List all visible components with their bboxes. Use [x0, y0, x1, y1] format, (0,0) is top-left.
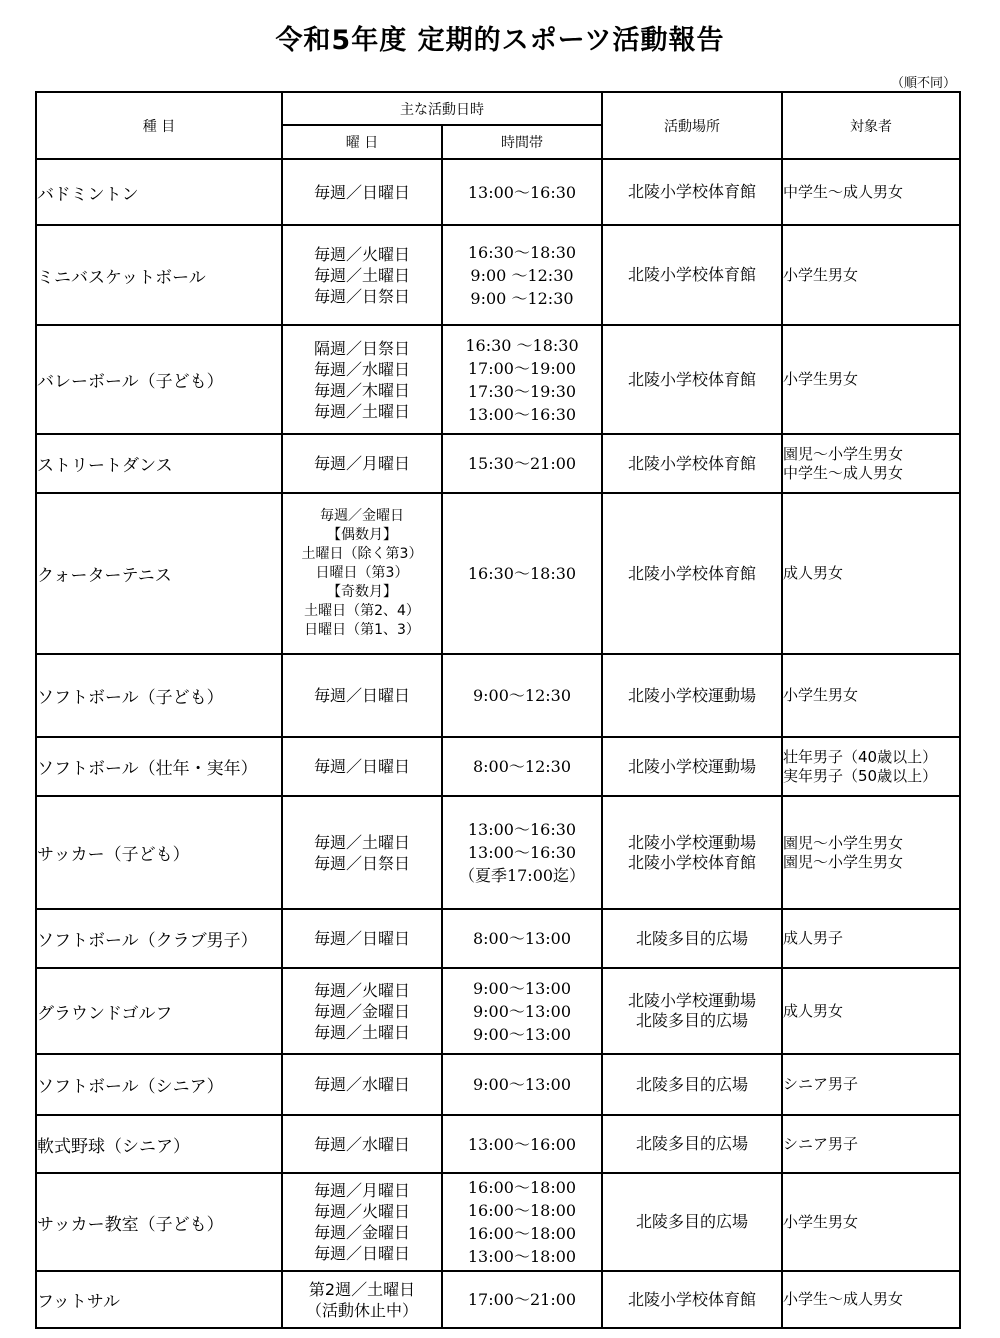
table-row — [36, 493, 960, 654]
target-line: 園児～小学生男女 — [783, 852, 904, 871]
days-line: 毎週／火曜日 — [313, 980, 410, 1000]
days-cell — [282, 909, 442, 968]
days-line: 毎週／水曜日 — [313, 359, 410, 379]
days-line: 毎週／日曜日 — [313, 182, 410, 202]
days-cell — [282, 737, 442, 796]
target-line: 小学生男女 — [783, 265, 859, 284]
header-venue: 活動場所 — [602, 92, 782, 159]
table-row — [36, 159, 960, 225]
target-line: 成人男子 — [783, 929, 844, 947]
venue-cell — [602, 1115, 782, 1173]
table-row — [36, 654, 960, 737]
venue-cell — [602, 968, 782, 1054]
times-line: 15:30～21:00 — [467, 454, 577, 473]
times-cell — [442, 796, 602, 909]
times-cell — [442, 737, 602, 796]
header-target: 対象者 — [782, 92, 960, 159]
days-cell — [282, 968, 442, 1054]
venue-line: 北陵小学校運動場 — [627, 685, 756, 705]
times-cell — [442, 968, 602, 1054]
times-line: 13:00～16:30 — [467, 404, 577, 424]
days-cell — [282, 434, 442, 493]
target-line: 小学生男女 — [783, 686, 859, 704]
target-cell — [782, 434, 960, 493]
target-cell — [782, 225, 960, 325]
times-line: 13:00～16:30 — [467, 843, 577, 862]
days-line: 毎週／月曜日 — [313, 454, 410, 473]
days-line: 隔週／日祭日 — [313, 338, 410, 358]
times-line: 9:00～13:00 — [472, 1024, 572, 1044]
venue-cell — [602, 1054, 782, 1115]
venue-line: 北陵小学校運動場 — [627, 756, 756, 776]
target-line: 小学生男女 — [783, 1212, 859, 1231]
header-days: 曜 日 — [282, 125, 442, 159]
target-cell — [782, 796, 960, 909]
days-cell — [282, 796, 442, 909]
times-cell — [442, 909, 602, 968]
times-line: 16:30～18:30 — [467, 564, 577, 583]
sport-cell: ストリートダンス — [36, 434, 282, 493]
days-line: 毎週／土曜日 — [313, 265, 410, 285]
times-cell — [442, 1054, 602, 1115]
times-line: 9:00 ～12:30 — [470, 265, 574, 285]
header-sport: 種 目 — [36, 92, 282, 159]
days-line: 毎週／水曜日 — [313, 1075, 410, 1094]
days-line: 毎週／金曜日 — [313, 1223, 410, 1242]
days-cell — [282, 159, 442, 225]
page-title: 令和5年度 定期的スポーツ活動報告 — [275, 25, 725, 56]
target-cell — [782, 493, 960, 654]
days-line: 毎週／水曜日 — [313, 1134, 410, 1154]
venue-line: 北陵多目的広場 — [635, 1074, 748, 1094]
target-line: 小学生男女 — [783, 370, 859, 388]
days-line: 毎週／日曜日 — [313, 686, 410, 705]
venue-line: 北陵小学校運動場 — [627, 991, 756, 1010]
target-cell — [782, 1054, 960, 1115]
target-line: 園児～小学生男女 — [783, 444, 904, 463]
days-line: 土曜日（第2、4） — [304, 603, 420, 619]
venue-line: 北陵多目的広場 — [635, 1212, 748, 1231]
times-line: 9:00～13:00 — [472, 1001, 572, 1021]
times-line: 9:00～13:00 — [472, 1075, 572, 1094]
days-line: 毎週／火曜日 — [313, 1202, 410, 1221]
days-cell — [282, 654, 442, 737]
venue-line: 北陵小学校体育館 — [627, 369, 756, 389]
venue-line: 北陵小学校体育館 — [627, 182, 756, 201]
header-schedule-group: 主な活動日時 — [282, 92, 602, 125]
days-line: 毎週／金曜日 — [313, 1001, 410, 1021]
sport-cell: ミニバスケットボール — [36, 225, 282, 325]
days-cell — [282, 1054, 442, 1115]
table-row — [36, 796, 960, 909]
target-cell — [782, 737, 960, 796]
target-line: シニア男子 — [783, 1075, 859, 1093]
days-line: 毎週／日祭日 — [313, 286, 410, 306]
order-note: （順不同） — [890, 76, 956, 91]
times-cell — [442, 1173, 602, 1271]
days-cell — [282, 493, 442, 654]
times-cell — [442, 1271, 602, 1328]
times-line: 8:00～12:30 — [472, 757, 572, 776]
days-line: 【奇数月】 — [327, 584, 397, 600]
times-line: 17:00～19:00 — [467, 358, 577, 378]
days-cell — [282, 225, 442, 325]
venue-cell — [602, 737, 782, 796]
days-line: 第2週／土曜日 — [308, 1279, 416, 1299]
times-cell — [442, 1115, 602, 1173]
days-cell — [282, 1115, 442, 1173]
target-line: 壮年男子（40歳以上） — [783, 747, 938, 766]
venue-cell — [602, 1271, 782, 1328]
target-cell — [782, 968, 960, 1054]
times-cell — [442, 493, 602, 654]
activity-table — [35, 91, 961, 1329]
target-line: 中学生～成人男女 — [783, 463, 904, 482]
days-line: 毎週／金曜日 — [320, 508, 404, 524]
target-line: 実年男子（50歳以上） — [783, 766, 938, 785]
venue-cell — [602, 654, 782, 737]
sport-cell: サッカー（子ども） — [36, 796, 282, 909]
times-line: 16:30～18:30 — [467, 242, 577, 262]
venue-line: 北陵多目的広場 — [635, 1011, 748, 1030]
days-cell — [282, 1271, 442, 1328]
days-line: 毎週／土曜日 — [313, 832, 410, 852]
days-line: 土曜日（除く第3） — [301, 546, 423, 562]
sport-cell: バレーボール（子ども） — [36, 325, 282, 434]
times-line: 9:00～13:00 — [472, 978, 572, 998]
venue-cell — [602, 159, 782, 225]
days-line: 毎週／日祭日 — [313, 853, 410, 873]
times-cell — [442, 434, 602, 493]
sport-cell: グラウンドゴルフ — [36, 968, 282, 1054]
venue-cell — [602, 1173, 782, 1271]
days-line: 毎週／土曜日 — [313, 401, 410, 421]
days-cell — [282, 1173, 442, 1271]
times-line: 17:30～19:30 — [467, 381, 577, 401]
venue-line: 北陵小学校運動場 — [627, 832, 756, 852]
venue-line: 北陵多目的広場 — [635, 928, 748, 948]
venue-line: 北陵多目的広場 — [635, 1134, 748, 1153]
target-cell — [782, 654, 960, 737]
venue-line: 北陵小学校体育館 — [627, 265, 756, 284]
times-line: 13:00～16:30 — [467, 820, 577, 839]
times-line: 13:00～18:00 — [467, 1247, 577, 1266]
table-row — [36, 909, 960, 968]
days-line: 毎週／火曜日 — [313, 244, 410, 264]
venue-cell — [602, 434, 782, 493]
target-cell — [782, 1173, 960, 1271]
venue-line: 北陵小学校体育館 — [627, 453, 756, 473]
target-cell — [782, 1271, 960, 1328]
table-row — [36, 325, 960, 434]
sport-cell: サッカー教室（子ども） — [36, 1173, 282, 1271]
sport-cell: フットサル — [36, 1271, 282, 1328]
sport-cell: クォーターテニス — [36, 493, 282, 654]
venue-cell — [602, 909, 782, 968]
days-line: 【偶数月】 — [327, 527, 397, 543]
sport-cell: ソフトボール（クラブ男子） — [36, 909, 282, 968]
table-row — [36, 968, 960, 1054]
venue-cell — [602, 325, 782, 434]
times-cell — [442, 225, 602, 325]
times-line: 16:00～18:00 — [467, 1224, 577, 1243]
times-cell — [442, 159, 602, 225]
days-line: （活動休止中） — [305, 1300, 418, 1320]
sport-cell: ソフトボール（壮年・実年） — [36, 737, 282, 796]
venue-cell — [602, 796, 782, 909]
table-row — [36, 225, 960, 325]
sport-cell: 軟式野球（シニア） — [36, 1115, 282, 1173]
table-row — [36, 1115, 960, 1173]
times-line: 8:00～13:00 — [472, 929, 572, 948]
target-line: 園児～小学生男女 — [783, 833, 904, 852]
venue-line: 北陵小学校体育館 — [627, 1289, 756, 1309]
days-line: 毎週／土曜日 — [313, 1022, 410, 1042]
target-line: 成人男女 — [783, 564, 844, 582]
target-cell — [782, 909, 960, 968]
days-line: 毎週／日曜日 — [313, 929, 410, 948]
venue-cell — [602, 493, 782, 654]
table-row — [36, 1173, 960, 1271]
times-line: 16:00～18:00 — [467, 1178, 577, 1197]
days-cell — [282, 325, 442, 434]
venue-line: 北陵小学校体育館 — [627, 852, 756, 872]
days-line: 毎週／日曜日 — [313, 1244, 410, 1263]
times-line: 16:00～18:00 — [467, 1201, 577, 1220]
times-line: 13:00～16:30 — [467, 182, 577, 202]
sport-cell: ソフトボール（子ども） — [36, 654, 282, 737]
days-line: 毎週／木曜日 — [313, 380, 410, 400]
times-cell — [442, 654, 602, 737]
table-row — [36, 1271, 960, 1328]
target-line: シニア男子 — [783, 1134, 859, 1153]
target-cell — [782, 1115, 960, 1173]
times-line: 9:00 ～12:30 — [470, 288, 574, 308]
table-row — [36, 737, 960, 796]
times-line: 9:00～12:30 — [472, 686, 572, 705]
times-cell — [442, 325, 602, 434]
days-line: 毎週／月曜日 — [313, 1181, 410, 1200]
days-line: 日曜日（第1、3） — [304, 622, 420, 638]
times-line: 16:30 ～18:30 — [465, 335, 579, 355]
days-line: 毎週／日曜日 — [313, 757, 410, 776]
sport-cell: ソフトボール（シニア） — [36, 1054, 282, 1115]
target-line: 中学生～成人男女 — [783, 182, 904, 201]
times-line: （夏季17:00迄） — [458, 866, 586, 885]
sport-cell: バドミントン — [36, 159, 282, 225]
header-times: 時間帯 — [442, 125, 602, 159]
times-line: 13:00～16:00 — [467, 1134, 577, 1154]
days-line: 日曜日（第3） — [315, 565, 409, 581]
target-line: 小学生～成人男女 — [783, 1290, 904, 1308]
target-cell — [782, 325, 960, 434]
venue-cell — [602, 225, 782, 325]
table-row — [36, 434, 960, 493]
target-cell — [782, 159, 960, 225]
target-line: 成人男女 — [783, 1001, 844, 1020]
venue-line: 北陵小学校体育館 — [627, 563, 756, 583]
times-line: 17:00～21:00 — [467, 1290, 577, 1309]
table-row — [36, 1054, 960, 1115]
